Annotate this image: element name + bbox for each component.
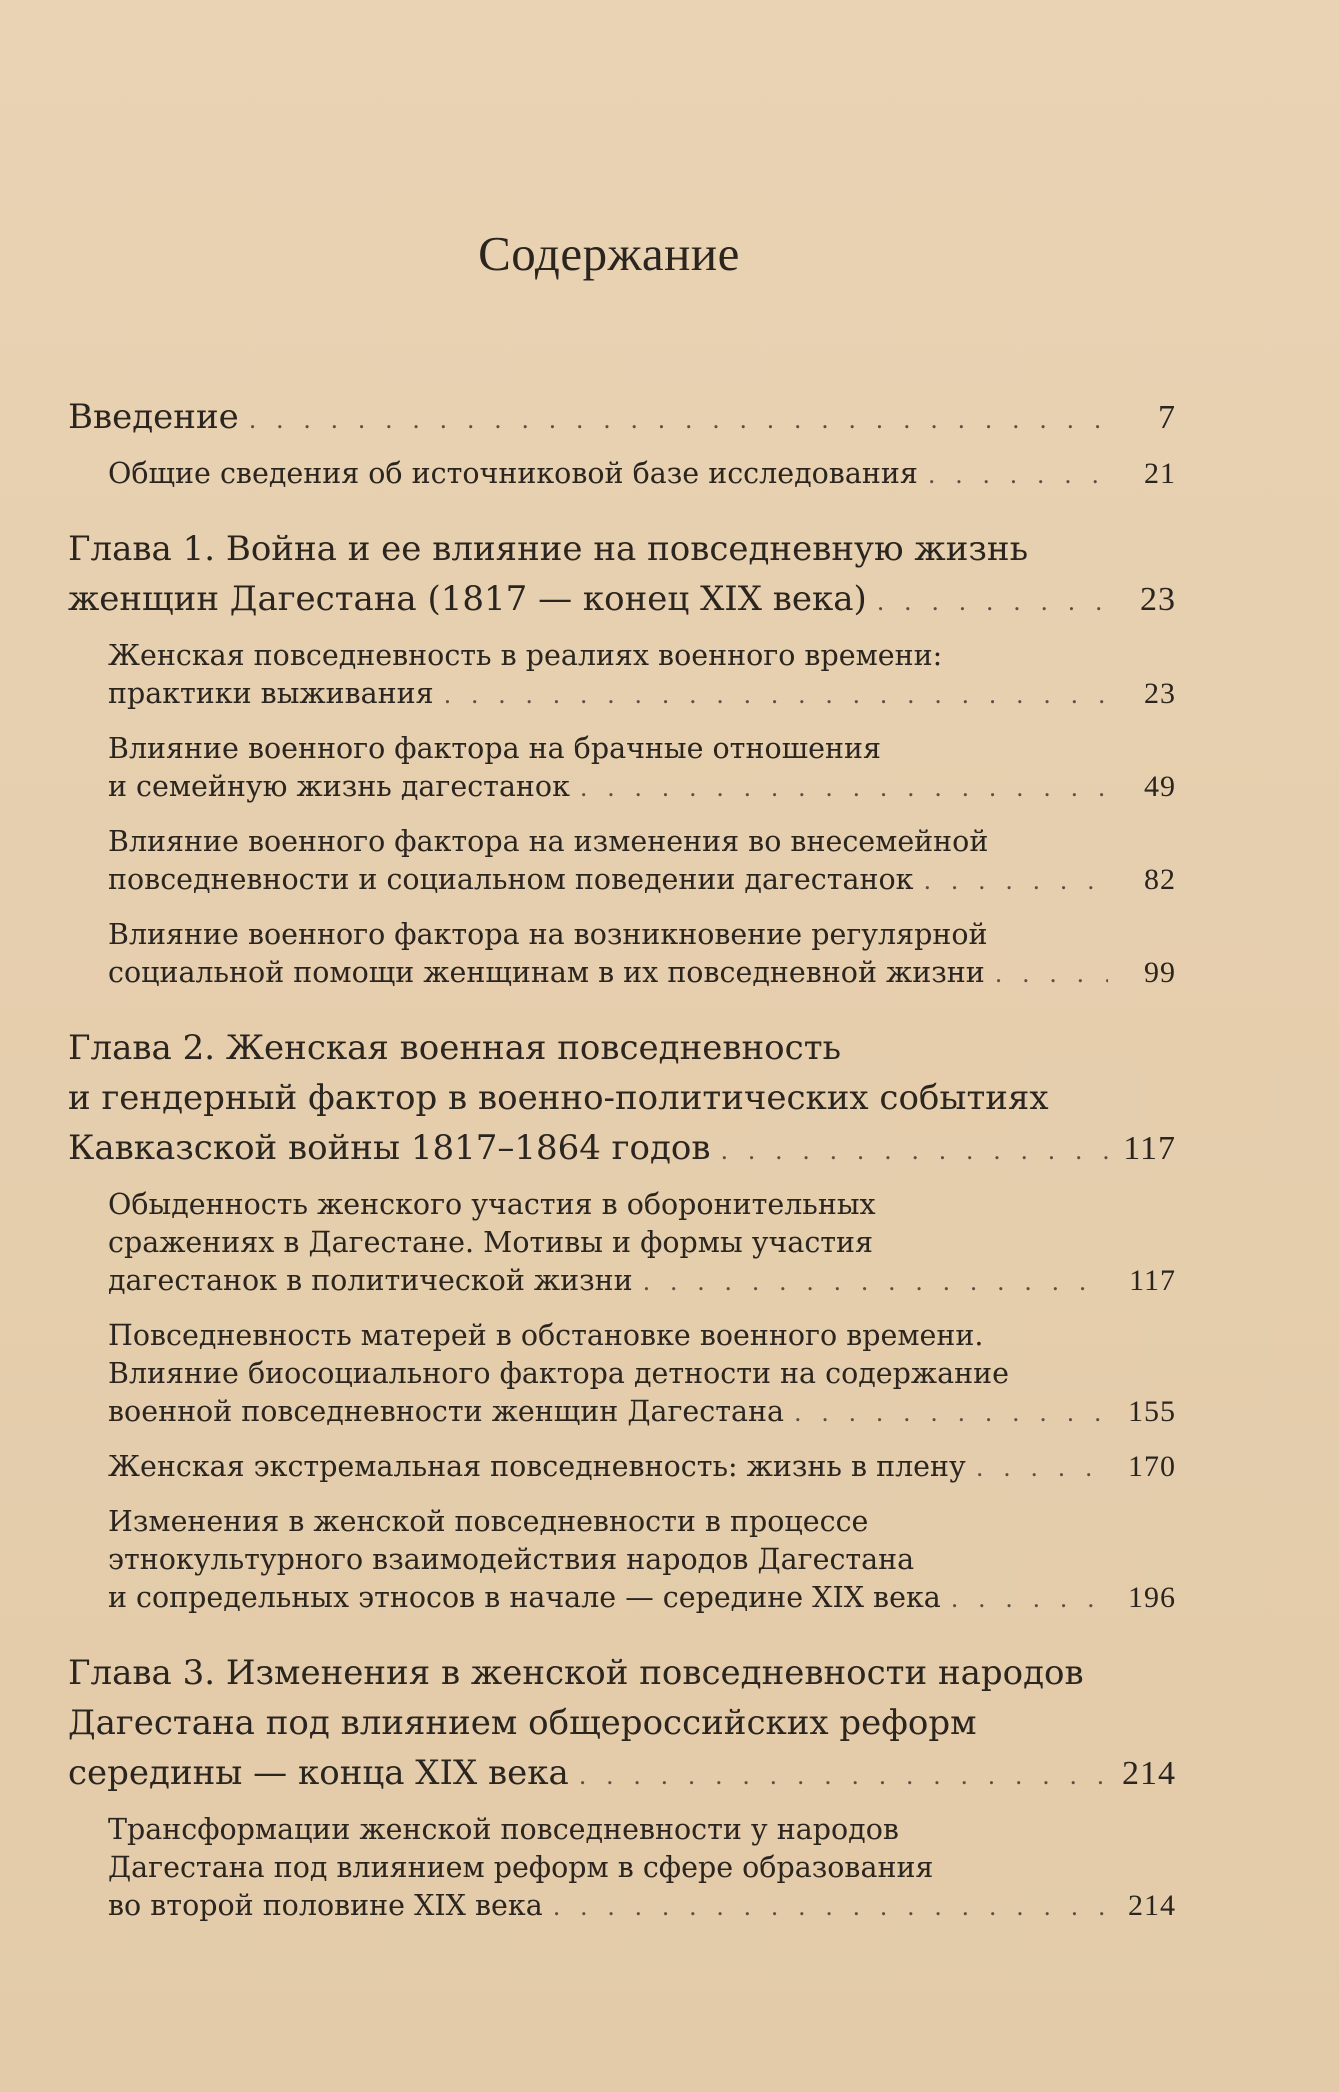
entry-title-line: и гендерный фактор в военно-политических событиях xyxy=(68,1078,1049,1118)
entry-title-text: военной повседневности женщин Дагестана xyxy=(108,1395,784,1428)
page-number: 196 xyxy=(1128,1581,1176,1614)
chapter-spacer xyxy=(68,510,1176,524)
entry-title-text: женщин Дагестана (1817 — конец XIX века) xyxy=(68,579,867,619)
dot-leader xyxy=(923,862,1108,900)
dot-leader xyxy=(444,676,1108,714)
page-number: 49 xyxy=(1144,770,1176,803)
entry-title-line: Влияние военного фактора на брачные отношения xyxy=(108,732,881,765)
entry-title-line: Влияние военного фактора на возникновение регулярной xyxy=(108,918,988,951)
entry-title-line: Глава 1. Война и ее влияние на повседневную жизнь xyxy=(68,529,1029,569)
toc-section-entry[interactable] xyxy=(68,823,1176,900)
chapter-spacer xyxy=(68,1009,1176,1023)
dot-leader xyxy=(794,1394,1108,1432)
page-number: 117 xyxy=(1129,1264,1176,1297)
page-number: 117 xyxy=(1123,1130,1176,1167)
toc-section-entry[interactable] xyxy=(68,455,1176,494)
entry-title-last-line xyxy=(108,1579,1176,1618)
entry-title-line: Влияние биосоциального фактора детности на содержание xyxy=(108,1357,1009,1390)
entry-title-last-line xyxy=(108,1887,1176,1926)
entry-title-last-line xyxy=(108,1262,1176,1301)
toc-section-entry[interactable] xyxy=(68,1317,1176,1432)
entry-title-text: и сопредельных этносов в начале — середине XIX века xyxy=(108,1581,941,1614)
toc-chapter-entry[interactable] xyxy=(68,1648,1176,1801)
page-number: 155 xyxy=(1128,1395,1176,1428)
entry-title-last-line xyxy=(108,455,1176,494)
toc-section-entry[interactable] xyxy=(68,1503,1176,1618)
toc-section-entry[interactable] xyxy=(68,1186,1176,1301)
entry-title-text: социальной помощи женщинам в их повседневной жизни xyxy=(108,956,985,989)
chapter-spacer xyxy=(68,1634,1176,1648)
entry-title-line: сражениях в Дагестане. Мотивы и формы участия xyxy=(108,1226,874,1259)
dot-leader xyxy=(995,955,1108,993)
entry-title-last-line xyxy=(108,768,1176,807)
toc-chapter-entry[interactable] xyxy=(68,392,1176,445)
dot-leader xyxy=(976,1449,1108,1487)
entry-title-line: Изменения в женской повседневности в процессе xyxy=(108,1505,869,1538)
table-of-contents xyxy=(68,392,1176,1942)
dot-leader xyxy=(580,769,1108,807)
entry-title-last-line xyxy=(108,675,1176,714)
dot-leader xyxy=(721,1126,1108,1176)
dot-leader xyxy=(928,456,1108,494)
toc-section-entry[interactable] xyxy=(68,637,1176,714)
entry-title-last-line xyxy=(108,1393,1176,1432)
entry-title-text: середины — конца XIX века xyxy=(68,1753,569,1793)
entry-title-last-line xyxy=(68,574,1176,627)
entry-title-text: Женская экстремальная повседневность: жизнь в плену xyxy=(108,1450,966,1483)
entry-title-line: Повседневность матерей в обстановке военного времени. xyxy=(108,1319,984,1352)
entry-title-text: Кавказской войны 1817–1864 годов xyxy=(68,1128,711,1168)
toc-chapter-entry[interactable] xyxy=(68,1023,1176,1176)
entry-title-text: дагестанок в политической жизни xyxy=(108,1264,633,1297)
entry-title-last-line xyxy=(68,1748,1176,1801)
page-number: 99 xyxy=(1144,956,1176,989)
page-number: 214 xyxy=(1122,1755,1176,1792)
dot-leader xyxy=(877,577,1108,627)
entry-title-line: Глава 2. Женская военная повседневность xyxy=(68,1028,842,1068)
entry-title-last-line xyxy=(108,861,1176,900)
dot-leader xyxy=(249,395,1108,445)
page-number: 214 xyxy=(1128,1889,1176,1922)
page-number: 23 xyxy=(1144,677,1176,710)
toc-section-entry[interactable] xyxy=(68,730,1176,807)
page-number: 170 xyxy=(1128,1450,1176,1483)
entry-title-text: во второй половине XIX века xyxy=(108,1889,543,1922)
entry-title-line: Женская повседневность в реалиях военного времени: xyxy=(108,639,943,672)
entry-title-line: Глава 3. Изменения в женской повседневности народов xyxy=(68,1653,1084,1693)
page-number: 21 xyxy=(1144,457,1176,490)
toc-chapter-entry[interactable] xyxy=(68,524,1176,627)
dot-leader xyxy=(643,1263,1108,1301)
entry-title-line: Влияние военного фактора на изменения во внесемейной xyxy=(108,825,989,858)
dot-leader xyxy=(579,1751,1108,1801)
toc-section-entry[interactable] xyxy=(68,916,1176,993)
page-number: 23 xyxy=(1140,581,1176,618)
dot-leader xyxy=(951,1580,1108,1618)
page-number: 82 xyxy=(1144,863,1176,896)
entry-title-last-line xyxy=(68,392,1176,445)
dot-leader xyxy=(553,1888,1108,1926)
entry-title-line: Трансформации женской повседневности у народов xyxy=(108,1813,899,1846)
entry-title-text: Общие сведения об источниковой базе исследования xyxy=(108,457,918,490)
entry-title-text: Введение xyxy=(68,397,239,437)
entry-title-last-line xyxy=(108,1448,1176,1487)
entry-title-last-line xyxy=(108,954,1176,993)
entry-title-line: этнокультурного взаимодействия народов Дагестана xyxy=(108,1543,915,1576)
entry-title-line: Дагестана под влиянием реформ в сфере образования xyxy=(108,1851,934,1884)
entry-title-line: Обыденность женского участия в оборонительных xyxy=(108,1188,876,1221)
entry-title-text: повседневности и социальном поведении дагестанок xyxy=(108,863,914,896)
entry-title-text: практики выживания xyxy=(108,677,434,710)
entry-title-text: и семейную жизнь дагестанок xyxy=(108,770,570,803)
page-number: 7 xyxy=(1158,399,1176,436)
entry-title-line: Дагестана под влиянием общероссийских реформ xyxy=(68,1703,977,1743)
toc-section-entry[interactable] xyxy=(68,1811,1176,1926)
toc-section-entry[interactable] xyxy=(68,1448,1176,1487)
entry-title-last-line xyxy=(68,1123,1176,1176)
page-title: Содержание xyxy=(478,226,740,281)
